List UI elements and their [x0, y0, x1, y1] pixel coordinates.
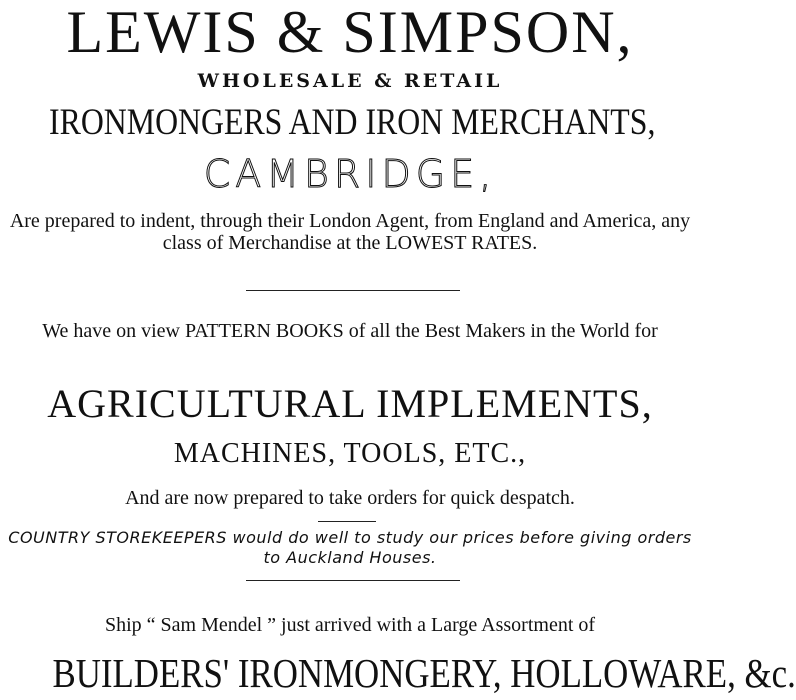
divider-rule: [246, 580, 460, 581]
town-heading: [0, 152, 700, 196]
orders-line: And are now prepared to take orders for quick despatch.: [125, 487, 575, 509]
indent-paragraph: Are prepared to indent, through their London Agent, from England and America, any class of Merchandise at the LOWEST RATES.: [9, 210, 691, 254]
firm-name: LEWIS & SIMPSON,: [66, 0, 634, 65]
wholesale-retail-subheading: WHOLESALE & RETAIL: [197, 70, 503, 92]
ship-arrival-line: Ship “ Sam Mendel ” just arrived with a Large Assortment of: [104, 614, 596, 636]
town-text: CAMBRIDGE,: [203, 152, 497, 196]
short-divider-rule: [318, 521, 376, 522]
country-storekeepers-notice: COUNTRY STOREKEEPERS would do well to study our prices before giving orders to Auckland Houses.: [8, 528, 692, 567]
trade-heading: IRONMONGERS AND IRON MERCHANTS,: [49, 102, 656, 143]
pattern-books-paragraph: We have on view PATTERN BOOKS of all the Best Makers in the World for: [42, 320, 658, 342]
builders-ironmongery-heading: BUILDERS' IRONMONGERY, HOLLOWARE, &c.: [52, 650, 796, 696]
divider-rule: [246, 290, 460, 291]
agricultural-implements-heading: AGRICULTURAL IMPLEMENTS,: [47, 381, 653, 426]
machines-tools-heading: MACHINES, TOOLS, ETC.,: [173, 438, 527, 469]
